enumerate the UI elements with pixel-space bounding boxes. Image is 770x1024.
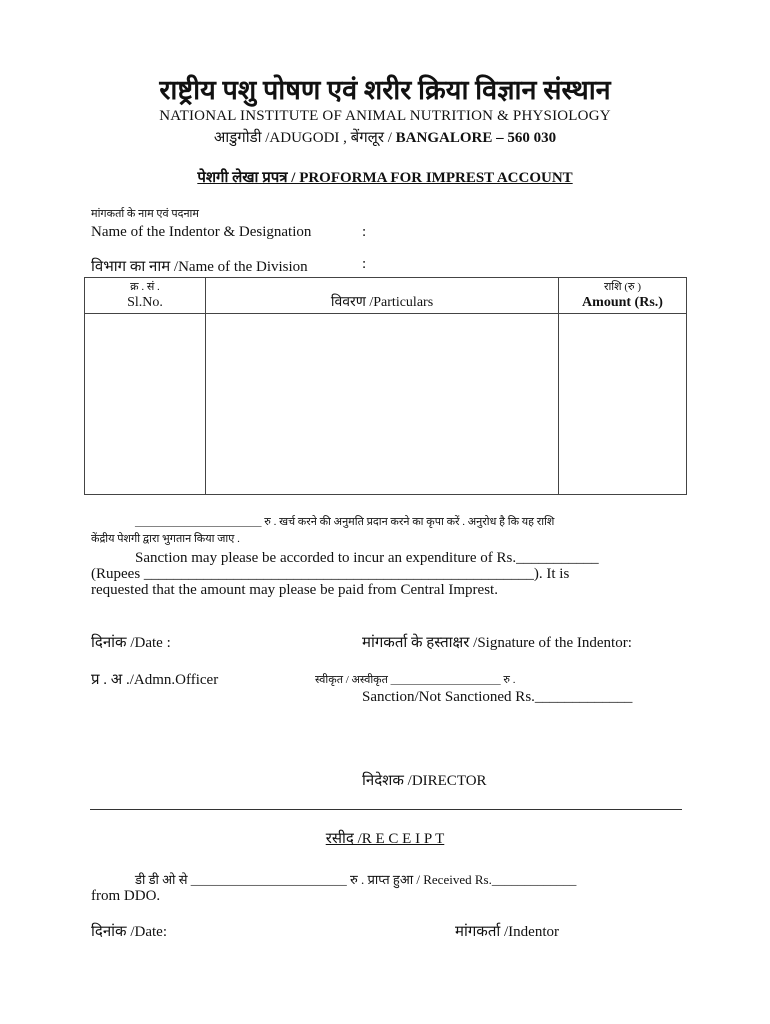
- sl-no-header-english: Sl.No.: [127, 295, 163, 310]
- from-ddo: from DDO.: [91, 888, 161, 904]
- institute-hindi-title: राष्ट्रीय पशु पोषण एवं शरीर क्रिया विज्ञान संस्थान: [159, 75, 611, 105]
- proforma-title: पेशगी लेखा प्रपत्र / PROFORMA FOR IMPREST ACCOUNT: [197, 170, 573, 186]
- table-body-row: [85, 314, 687, 495]
- address-english: BANGALORE – 560 030: [395, 130, 557, 146]
- sanction-english-line2: (Rupees ____________________________________________________). It is: [91, 566, 570, 582]
- division-label: विभाग का नाम /Name of the Division: [91, 259, 308, 275]
- section-divider: [90, 809, 682, 810]
- sanctioned-hindi: स्वीकृत / अस्वीकृत ____________________ रु .: [315, 674, 516, 686]
- indentor-signature-label: मांगकर्ता के हस्ताक्षर /Signature of the Indentor:: [362, 635, 632, 651]
- sanction-english-line3: requested that the amount may please be paid from Central Imprest.: [91, 582, 498, 598]
- institute-english-title: NATIONAL INSTITUTE OF ANIMAL NUTRITION & PHYSIOLOGY: [159, 108, 611, 124]
- admn-officer-label: प्र . अ ./Admn.Officer: [91, 672, 219, 688]
- received-line: डी डी ओ से ________________________ रु . प्राप्त हुआ / Received Rs._____________: [135, 872, 577, 887]
- sanction-hindi-line2: केंद्रीय पेशगी द्वारा भुगतान किया जाए .: [91, 533, 240, 545]
- amount-header-english: Amount (Rs.): [582, 295, 663, 310]
- institute-address: [0, 127, 770, 147]
- amount-cell[interactable]: [559, 314, 687, 495]
- receipt-date-label: दिनांक /Date:: [91, 924, 167, 940]
- particulars-header: [206, 278, 559, 314]
- particulars-cell[interactable]: [206, 314, 559, 495]
- sanctioned-english: Sanction/Not Sanctioned Rs._____________: [362, 689, 633, 705]
- table-header-row: [85, 278, 687, 314]
- receipt-title: रसीद /R E C E I P T: [325, 831, 445, 847]
- date-label: दिनांक /Date :: [91, 635, 171, 651]
- sl-no-header: [85, 278, 206, 314]
- indentor-label-hindi: मांगकर्ता के नाम एवं पदनाम: [91, 208, 199, 220]
- address-hindi: आडुगोडी /ADUGODI , बेंगलूर /: [213, 130, 396, 146]
- receipt-indentor-label: मांगकर्ता /Indentor: [455, 924, 559, 940]
- sanction-hindi-line1: _______________________ रु . खर्च करने की अनुमति प्रदान करने का कृपा करें . अनुरोध है कि यह राशि: [135, 516, 555, 528]
- director-label: निदेशक /DIRECTOR: [362, 773, 487, 789]
- division-colon: :: [362, 256, 367, 272]
- indentor-colon: :: [362, 224, 367, 240]
- sanction-english-line1: Sanction may please be accorded to incur an expenditure of Rs.___________: [135, 550, 599, 566]
- sl-no-header-hindi: क्र . सं .: [130, 281, 160, 293]
- sl-no-cell[interactable]: [85, 314, 206, 495]
- amount-header-hindi: राशि (रु ): [603, 281, 642, 293]
- amount-header: [559, 278, 687, 314]
- particulars-header-text: विवरण /Particulars: [330, 295, 434, 310]
- indentor-label: Name of the Indentor & Designation: [91, 224, 312, 240]
- particulars-table: [84, 277, 687, 495]
